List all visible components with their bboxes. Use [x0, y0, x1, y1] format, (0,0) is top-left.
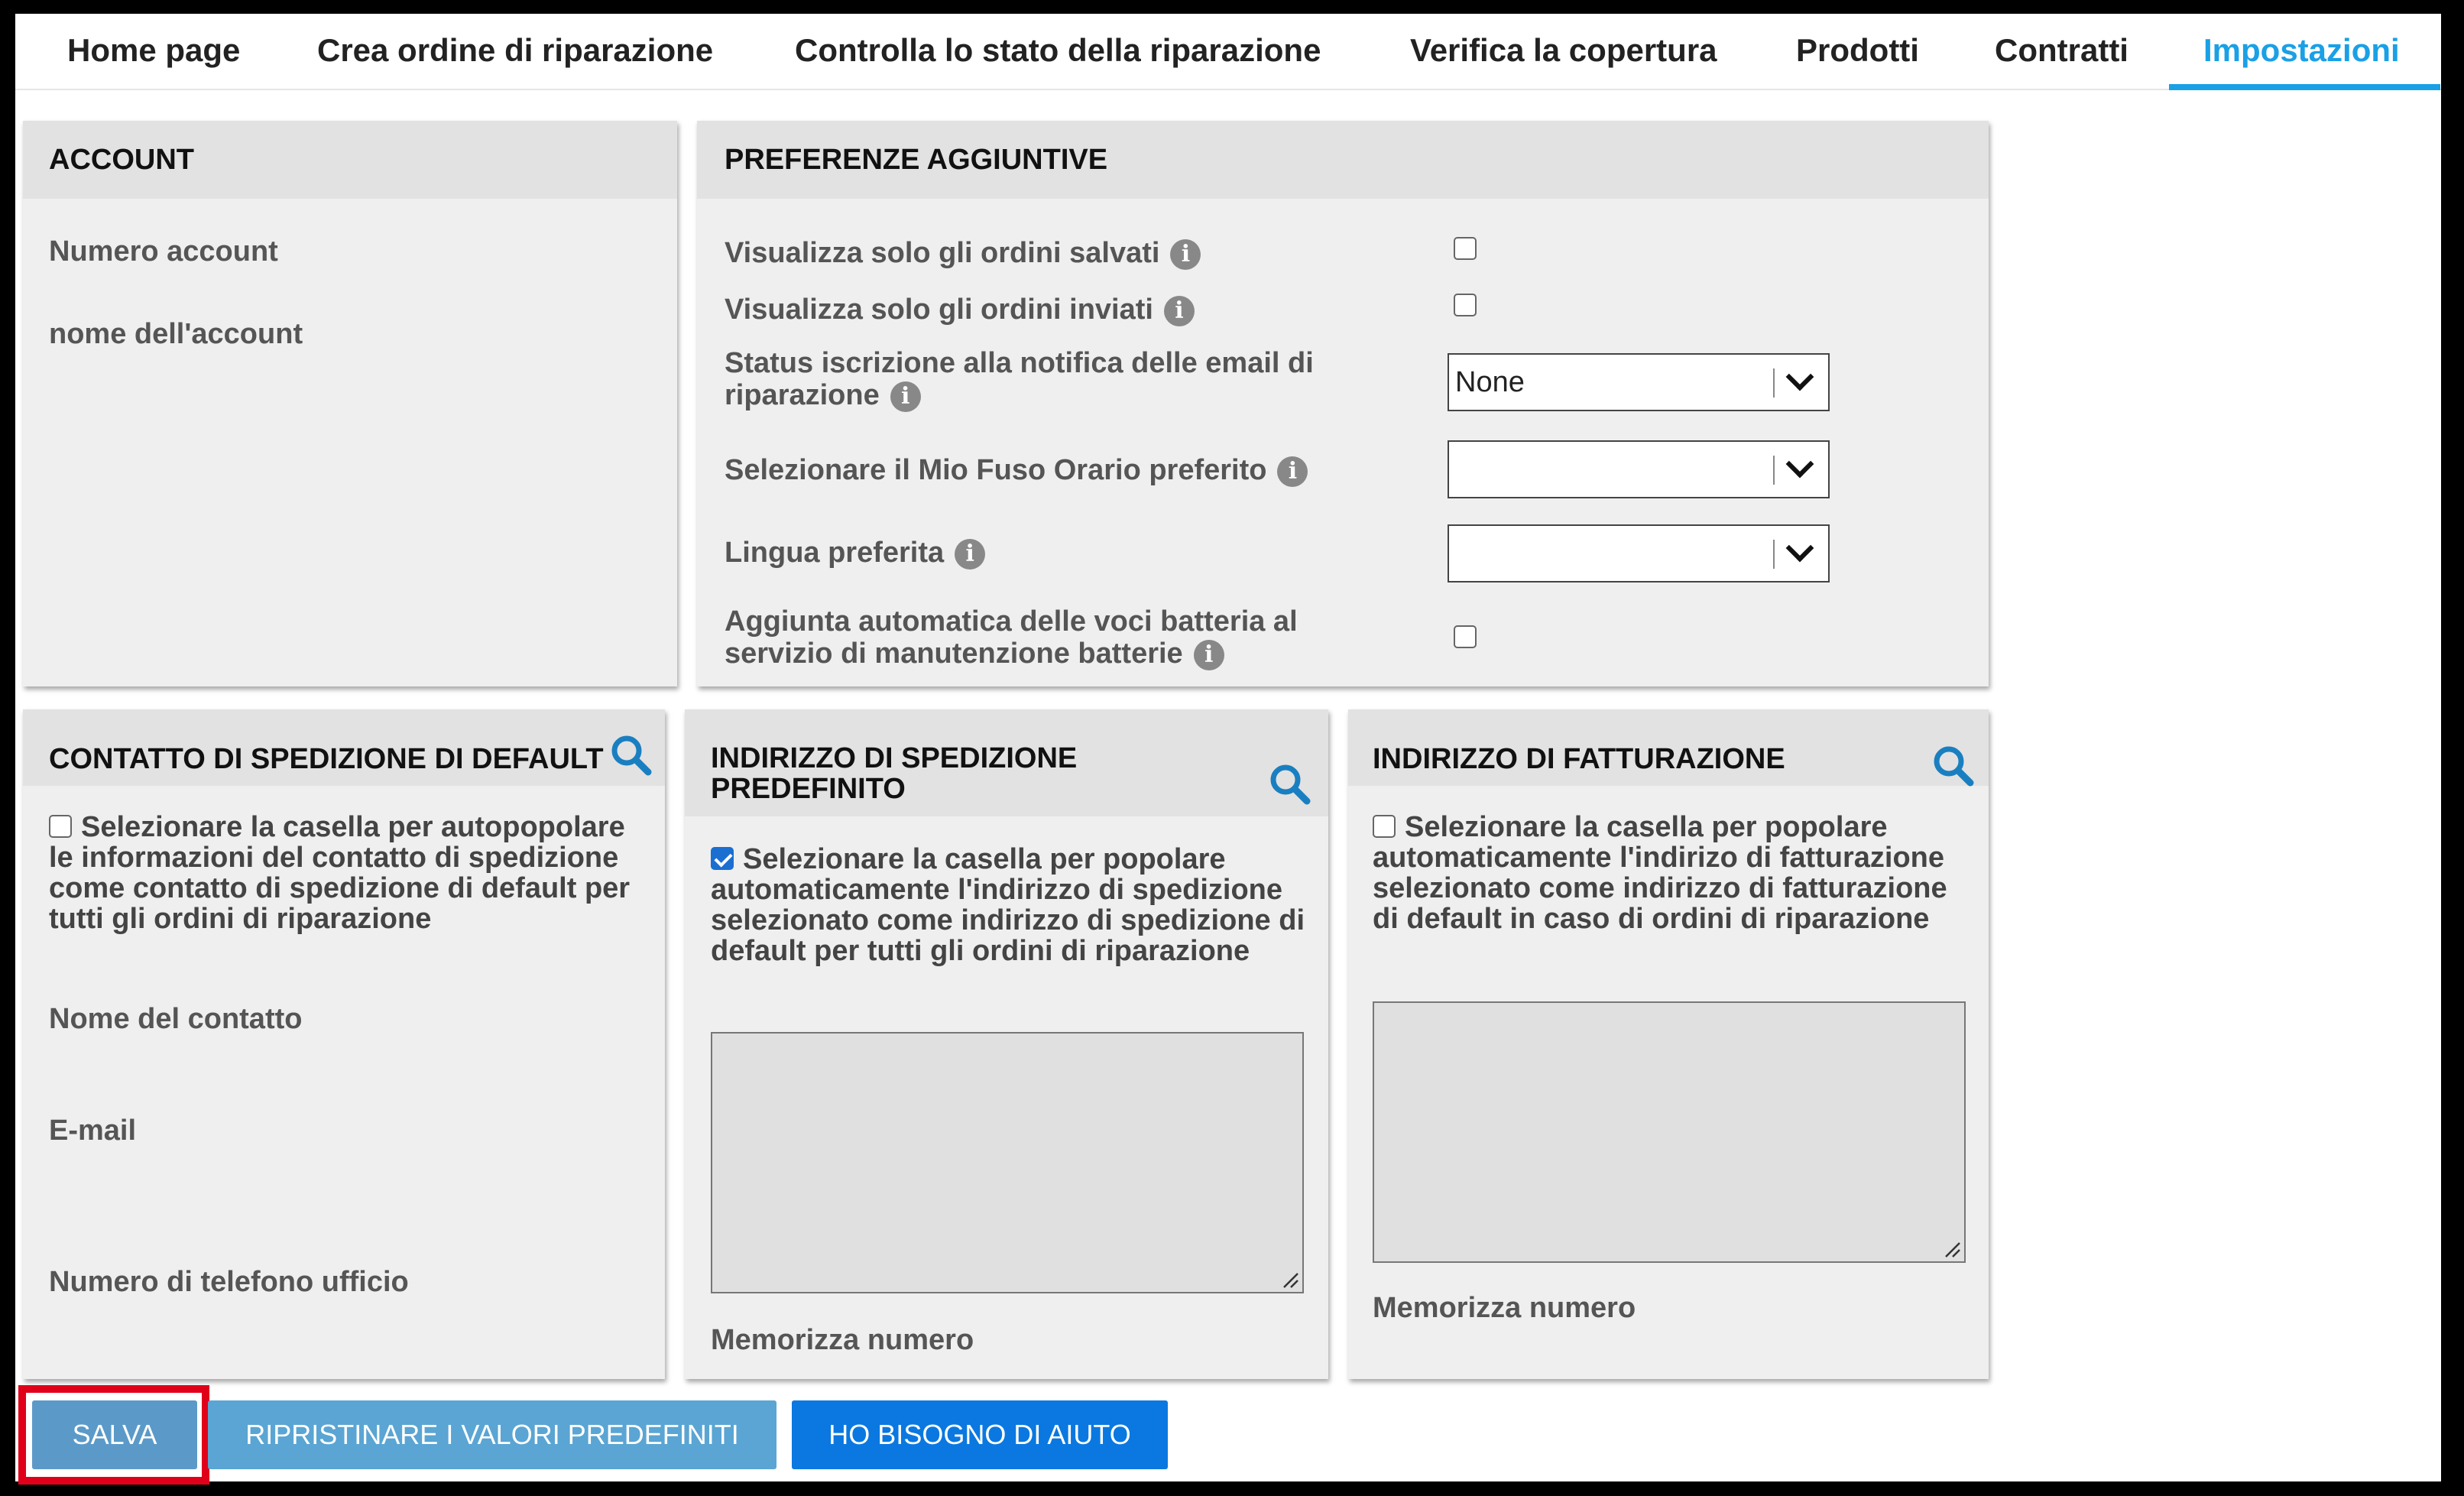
nav-home[interactable]: Home page [67, 32, 241, 68]
saved-orders-row [725, 237, 1201, 270]
reset-defaults-button[interactable]: RIPRISTINARE I VALORI PREDEFINITI [208, 1400, 776, 1469]
help-button[interactable]: HO BISOGNO DI AIUTO [792, 1400, 1168, 1469]
shipping-address-option [711, 844, 1307, 966]
sent-orders-checkbox[interactable] [1454, 294, 1477, 316]
billing-address-textarea[interactable] [1373, 1001, 1966, 1263]
account-number-label: Numero account [49, 235, 278, 268]
battery-label: Aggiunta automatica delle voci batteria al servizio di manutenzione batterie [725, 605, 1298, 670]
resize-grip-icon[interactable] [1941, 1238, 1961, 1258]
search-icon[interactable] [1267, 761, 1313, 807]
account-title: ACCOUNT [49, 144, 194, 176]
select-divider [1773, 368, 1775, 398]
save-button-highlight [18, 1385, 209, 1485]
nav-create-repair-order[interactable]: Crea ordine di riparazione [317, 32, 714, 68]
shipping-address-textarea[interactable] [711, 1032, 1304, 1293]
nav-products[interactable]: Prodotti [1796, 32, 1919, 68]
timezone-select[interactable] [1448, 440, 1830, 498]
shipping-contact-panel [23, 709, 665, 1379]
info-icon[interactable]: i [1194, 640, 1224, 670]
saved-orders-label: Visualizza solo gli ordini salvati [725, 237, 1160, 269]
battery-checkbox[interactable] [1454, 625, 1477, 648]
settings-page [15, 14, 2441, 1481]
info-icon[interactable]: i [1170, 239, 1201, 270]
language-label: Lingua preferita [725, 537, 945, 569]
timezone-label: Selezionare il Mio Fuso Orario preferito [725, 454, 1267, 486]
email-status-label: Status iscrizione alla notifica delle email di riparazione [725, 347, 1314, 411]
billing-store-number-label: Memorizza numero [1373, 1292, 1636, 1324]
billing-address-checkbox-text: Selezionare la casella per popolare automaticamente l'indirizo di fatturazione selezionato come indirizzo di fatturazione di default in caso di ordini di riparazione [1373, 811, 1947, 935]
shipping-contact-checkbox[interactable] [49, 815, 72, 838]
info-icon[interactable]: i [1164, 296, 1195, 326]
timezone-row [725, 454, 1308, 487]
saved-orders-checkbox[interactable] [1454, 237, 1477, 260]
office-phone-label: Numero di telefono ufficio [49, 1266, 409, 1298]
billing-address-panel [1348, 709, 1989, 1379]
select-divider [1773, 456, 1775, 485]
email-status-value: None [1455, 366, 1525, 398]
info-icon[interactable]: i [1277, 456, 1308, 487]
billing-address-checkbox[interactable] [1373, 815, 1396, 838]
contact-name-label: Nome del contatto [49, 1003, 303, 1035]
billing-address-header [1348, 709, 1989, 786]
info-icon[interactable]: i [955, 539, 985, 570]
chevron-down-icon [1786, 450, 1814, 479]
sent-orders-row [725, 294, 1195, 326]
chevron-down-icon [1786, 534, 1814, 563]
save-button[interactable]: SALVA [32, 1400, 197, 1469]
battery-row [725, 605, 1382, 670]
language-select[interactable] [1448, 524, 1830, 582]
nav-repair-status[interactable]: Controlla lo stato della riparazione [795, 32, 1321, 68]
chevron-down-icon [1786, 363, 1814, 391]
shipping-store-number-label: Memorizza numero [711, 1324, 974, 1356]
shipping-contact-checkbox-text: Selezionare la casella per autopopolare le informazioni del contatto di spedizione come contatto di spedizione di default per tutti gli ordini di riparazione [49, 811, 631, 935]
email-status-row [725, 347, 1382, 412]
sent-orders-label: Visualizza solo gli ordini inviati [725, 294, 1153, 326]
nav-contracts[interactable]: Contratti [1995, 32, 2128, 68]
shipping-contact-option [49, 812, 645, 934]
shipping-address-checkbox[interactable] [711, 847, 734, 870]
active-tab-indicator [2169, 84, 2440, 90]
search-icon[interactable] [1931, 743, 1976, 789]
nav-settings[interactable]: Impostazioni [2203, 32, 2400, 68]
preferences-panel-header [697, 121, 1989, 199]
top-nav [15, 14, 2441, 90]
account-panel-header [23, 121, 677, 199]
billing-address-option [1373, 812, 1969, 934]
preferences-title: PREFERENZE AGGIUNTIVE [725, 144, 1108, 176]
email-status-select[interactable] [1448, 353, 1830, 411]
info-icon[interactable]: i [890, 381, 921, 412]
shipping-contact-header [23, 709, 665, 786]
resize-grip-icon[interactable] [1279, 1269, 1299, 1289]
account-panel [23, 121, 677, 686]
shipping-address-header [685, 709, 1328, 816]
select-divider [1773, 540, 1775, 569]
search-icon[interactable] [608, 732, 654, 778]
shipping-address-checkbox-text: Selezionare la casella per popolare automaticamente l'indirizzo di spedizione selezionato come indirizzo di spedizione di default per tutti gli ordini di riparazione [711, 843, 1305, 967]
shipping-contact-title: CONTATTO DI SPEDIZIONE DI DEFAULT [49, 743, 604, 775]
account-name-label: nome dell'account [49, 318, 303, 350]
shipping-address-panel [685, 709, 1328, 1379]
nav-check-coverage[interactable]: Verifica la copertura [1410, 32, 1717, 68]
billing-address-title: INDIRIZZO DI FATTURAZIONE [1373, 743, 1785, 775]
preferences-panel [697, 121, 1989, 686]
email-label: E-mail [49, 1115, 137, 1147]
shipping-address-title: INDIRIZZO DI SPEDIZIONE PREDEFINITO [711, 742, 1078, 805]
language-row [725, 537, 985, 570]
